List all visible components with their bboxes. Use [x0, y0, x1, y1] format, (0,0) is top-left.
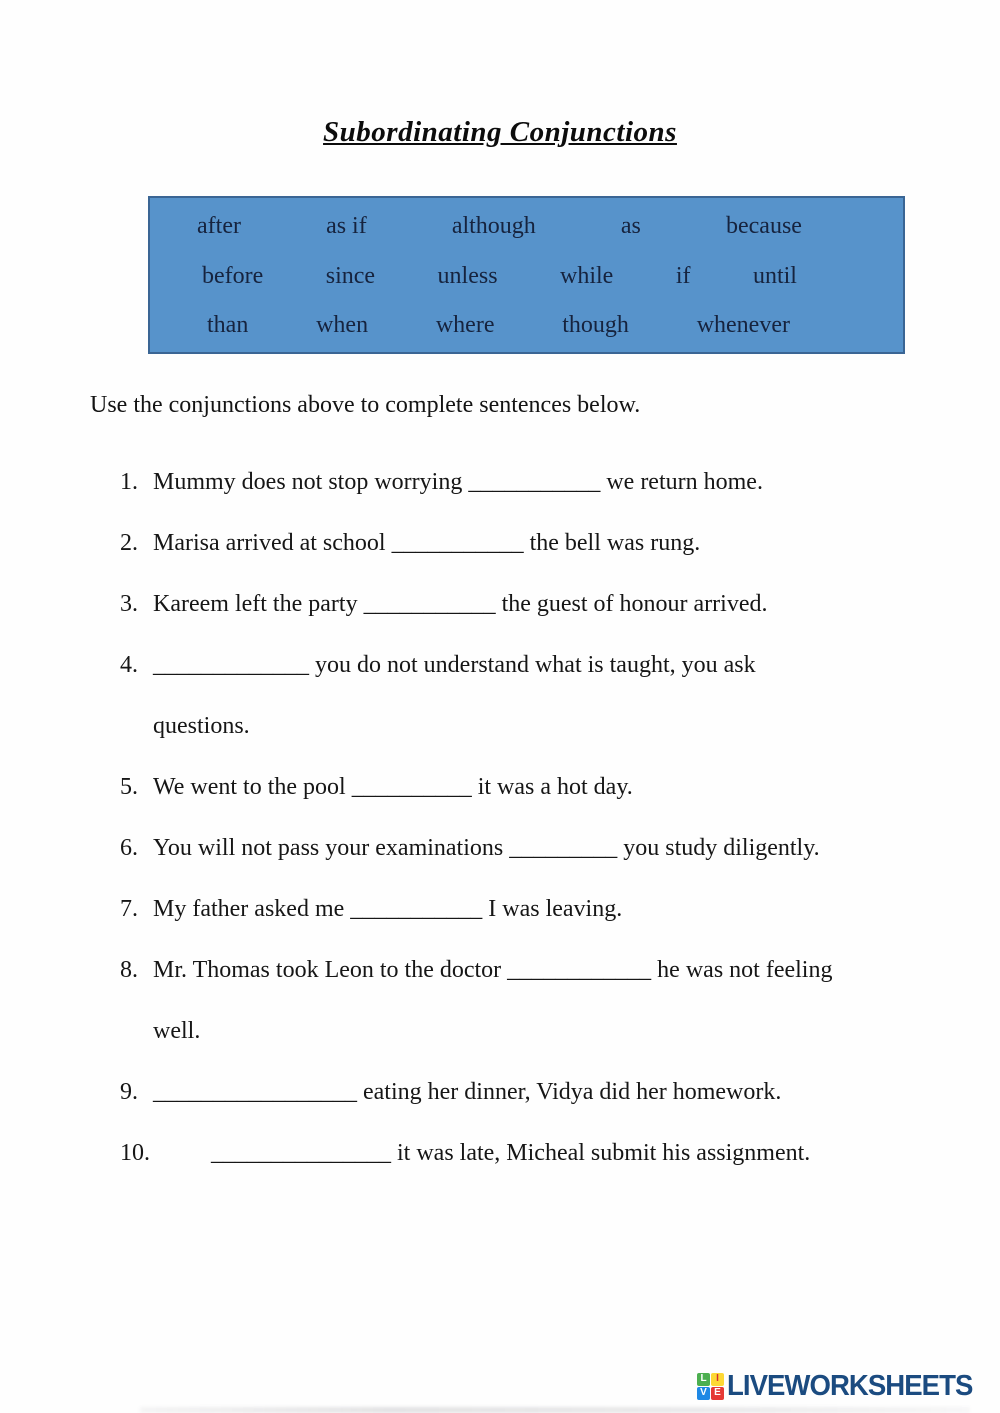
- word-bank-word: while: [560, 262, 614, 289]
- question-line-5: [120, 757, 960, 818]
- question-line-9: [120, 1062, 960, 1123]
- word-bank-word: when: [316, 312, 369, 338]
- logo-tile-e: E: [711, 1387, 724, 1400]
- logo-tile-l: L: [697, 1373, 710, 1386]
- word-bank-word: though: [562, 312, 629, 338]
- question-number: 1.: [120, 469, 138, 495]
- question-text: Marisa arrived at school ___________ the bell was rung.: [153, 530, 701, 556]
- liveworksheets-logo[interactable]: [697, 1368, 985, 1404]
- question-number: 8.: [120, 957, 138, 983]
- word-bank: [148, 196, 905, 354]
- word-bank-word: whenever: [696, 312, 790, 338]
- question-number: 6.: [120, 835, 138, 861]
- question-line-4-continued: [120, 696, 960, 757]
- word-bank-word: until: [752, 262, 797, 289]
- question-text: _________________ eating her dinner, Vidya did her homework.: [153, 1079, 782, 1105]
- question-number: 9.: [120, 1079, 138, 1105]
- question-text: _______________ it was late, Micheal submit his assignment.: [211, 1140, 811, 1166]
- question-number: 4.: [120, 652, 138, 678]
- question-line-10: [120, 1123, 960, 1184]
- question-text: Mummy does not stop worrying ___________ we return home.: [153, 469, 763, 495]
- word-bank-word: although: [451, 213, 536, 239]
- question-text: _____________ you do not understand what is taught, you ask: [153, 652, 756, 678]
- logo-tile-v: V: [697, 1387, 710, 1400]
- word-bank-word: since: [325, 262, 376, 289]
- word-bank-word: than: [207, 312, 249, 338]
- scan-artifact: [140, 1407, 970, 1413]
- word-bank-word: after: [197, 213, 241, 239]
- word-bank-row-1: [150, 213, 903, 240]
- question-text: Kareem left the party ___________ the guest of honour arrived.: [153, 591, 768, 617]
- liveworksheets-grid-icon: [697, 1373, 724, 1400]
- question-list: [120, 452, 960, 1184]
- word-bank-word: as if: [326, 213, 367, 239]
- question-text: You will not pass your examinations _________ you study diligently.: [153, 835, 820, 861]
- question-line-2: [120, 513, 960, 574]
- question-line-4: [120, 635, 960, 696]
- question-line-7: [120, 879, 960, 940]
- question-text: questions.: [153, 713, 250, 739]
- question-number: 2.: [120, 530, 138, 556]
- question-number: 7.: [120, 896, 138, 922]
- word-bank-word: as: [620, 213, 641, 239]
- question-line-8-continued: [120, 1001, 960, 1062]
- word-bank-row-3: [150, 312, 903, 339]
- word-bank-word: where: [435, 312, 495, 338]
- word-bank-word: unless: [437, 262, 498, 289]
- instruction-text: Use the conjunctions above to complete sentences below.: [90, 392, 641, 418]
- question-line-3: [120, 574, 960, 635]
- question-number: 10.: [120, 1140, 150, 1166]
- word-bank-word: if: [675, 262, 691, 289]
- word-bank-word: because: [726, 213, 802, 239]
- worksheet-title: Subordinating Conjunctions: [323, 116, 677, 148]
- question-number: 5.: [120, 774, 138, 800]
- question-text: well.: [153, 1018, 201, 1044]
- word-bank-row-2: [150, 263, 903, 290]
- question-number: 3.: [120, 591, 138, 617]
- question-line-8: [120, 940, 960, 1001]
- brand-text: LIVEWORKSHEETS: [727, 1369, 973, 1402]
- question-line-6: [120, 818, 960, 879]
- question-text: We went to the pool __________ it was a hot day.: [153, 774, 633, 800]
- question-line-1: [120, 452, 960, 513]
- word-bank-word: before: [202, 262, 264, 289]
- question-text: My father asked me ___________ I was leaving.: [153, 896, 623, 922]
- logo-tile-i: I: [711, 1373, 724, 1386]
- question-text: Mr. Thomas took Leon to the doctor ____________ he was not feeling: [153, 957, 833, 983]
